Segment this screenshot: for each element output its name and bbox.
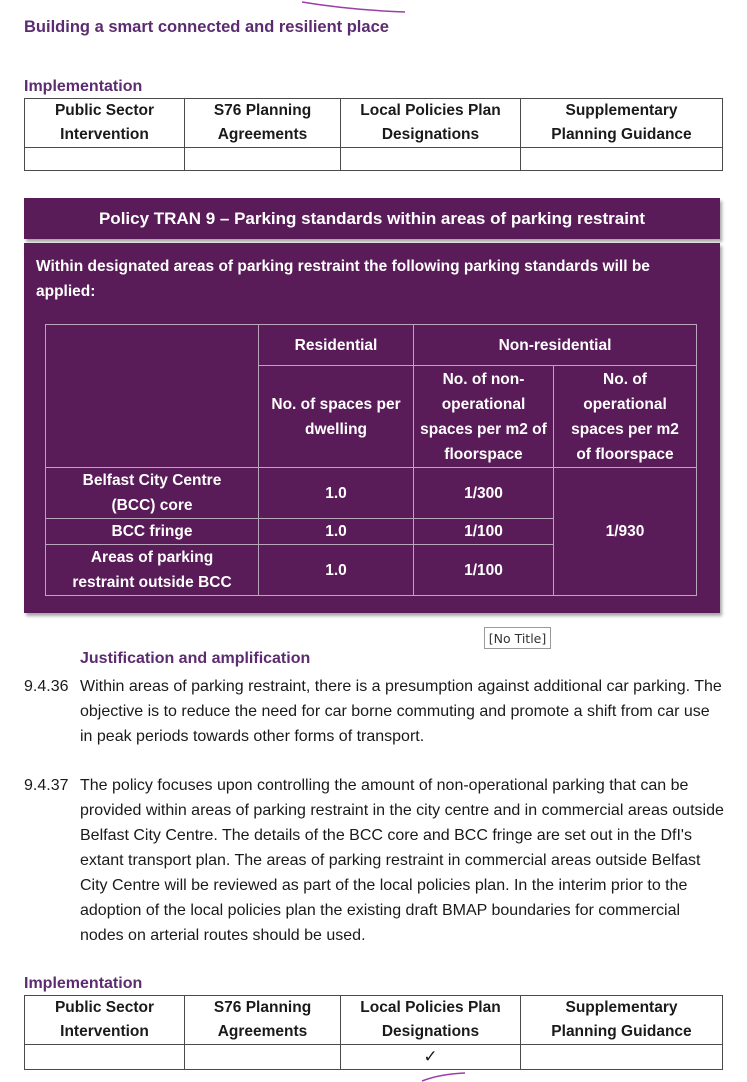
decorative-swoosh-top — [300, 0, 410, 16]
policy-intro: Within designated areas of parking restraint the following parking standards will be applied: — [36, 258, 650, 300]
non-operational-cell: 1/100 — [414, 545, 554, 596]
impl-col-s76: S76 Planning Agreements — [185, 99, 341, 148]
paragraph-text: Within areas of parking restraint, there is a presumption against additional car parking. The objective is to reduce the need for car borne commuting and promote a shift from car use in peak periods towards other forms of transport. — [80, 678, 722, 745]
implementation-table-top — [24, 98, 723, 171]
impl-mark-cell — [25, 1045, 185, 1070]
table-corner — [46, 325, 259, 468]
paragraph-number: 9.4.36 — [24, 678, 69, 695]
area-cell: BCC fringe — [46, 519, 259, 545]
implementation-heading-bottom: Implementation — [24, 975, 143, 992]
residential-cell: 1.0 — [259, 519, 414, 545]
impl-col-local-policies: Local Policies Plan Designations — [341, 99, 521, 148]
residential-cell: 1.0 — [259, 545, 414, 596]
checkmark-icon: ✓ — [341, 1045, 521, 1070]
table-row — [46, 468, 697, 519]
impl-mark-cell — [521, 1045, 723, 1070]
impl-col-supplementary: Supplementary Planning Guidance — [521, 996, 723, 1045]
no-title-placeholder[interactable]: [No Title] — [484, 627, 551, 649]
impl-col-s76: S76 Planning Agreements — [185, 996, 341, 1045]
impl-mark-cell — [185, 148, 341, 171]
policy-box — [24, 243, 720, 613]
non-operational-cell: 1/300 — [414, 468, 554, 519]
non-operational-cell: 1/100 — [414, 519, 554, 545]
impl-mark-cell — [25, 148, 185, 171]
group-header-residential: Residential — [259, 325, 414, 366]
justification-heading: Justification and amplification — [80, 650, 311, 667]
impl-mark-cell — [521, 148, 723, 171]
impl-mark-cell — [185, 1045, 341, 1070]
subheader-operational: No. of operational spaces per m2 of floorspace — [554, 366, 697, 468]
paragraph-text: The policy focuses upon controlling the amount of non-operational parking that can be provided within areas of parking restraint in the city centre and in commercial areas outside Belfast City Centre. The details of the BCC core and BCC fringe are set out in the DfI's extant transport plan. The areas of parking restraint in commercial areas outside Belfast City Centre will be reviewed as part of the local policies plan. In the interim prior to the adoption of the local policies plan the existing draft BMAP boundaries for commercial nodes on arterial routes should be used. — [80, 777, 724, 944]
residential-cell: 1.0 — [259, 468, 414, 519]
policy-title: Policy TRAN 9 – Parking standards within areas of parking restraint — [24, 198, 720, 239]
page-header: Building a smart connected and resilient place — [24, 18, 389, 36]
subheader-spaces-per-dwelling: No. of spaces per dwelling — [259, 366, 414, 468]
paragraph-9-4-36 — [24, 674, 724, 749]
paragraph-9-4-37 — [24, 773, 724, 948]
implementation-heading-top: Implementation — [24, 78, 143, 95]
subheader-non-operational: No. of non-operational spaces per m2 of floorspace — [414, 366, 554, 468]
area-cell: Belfast City Centre (BCC) core — [46, 468, 259, 519]
impl-col-supplementary: Supplementary Planning Guidance — [521, 99, 723, 148]
impl-col-public-sector: Public Sector Intervention — [25, 99, 185, 148]
implementation-table-bottom — [24, 995, 723, 1070]
impl-col-public-sector: Public Sector Intervention — [25, 996, 185, 1045]
parking-standards-table — [45, 324, 697, 596]
impl-col-local-policies: Local Policies Plan Designations — [341, 996, 521, 1045]
impl-mark-cell — [341, 148, 521, 171]
decorative-swoosh-bottom — [420, 1072, 480, 1082]
paragraph-number: 9.4.37 — [24, 777, 69, 794]
group-header-nonresidential: Non-residential — [414, 325, 697, 366]
operational-cell: 1/930 — [554, 468, 697, 596]
area-cell: Areas of parking restraint outside BCC — [46, 545, 259, 596]
